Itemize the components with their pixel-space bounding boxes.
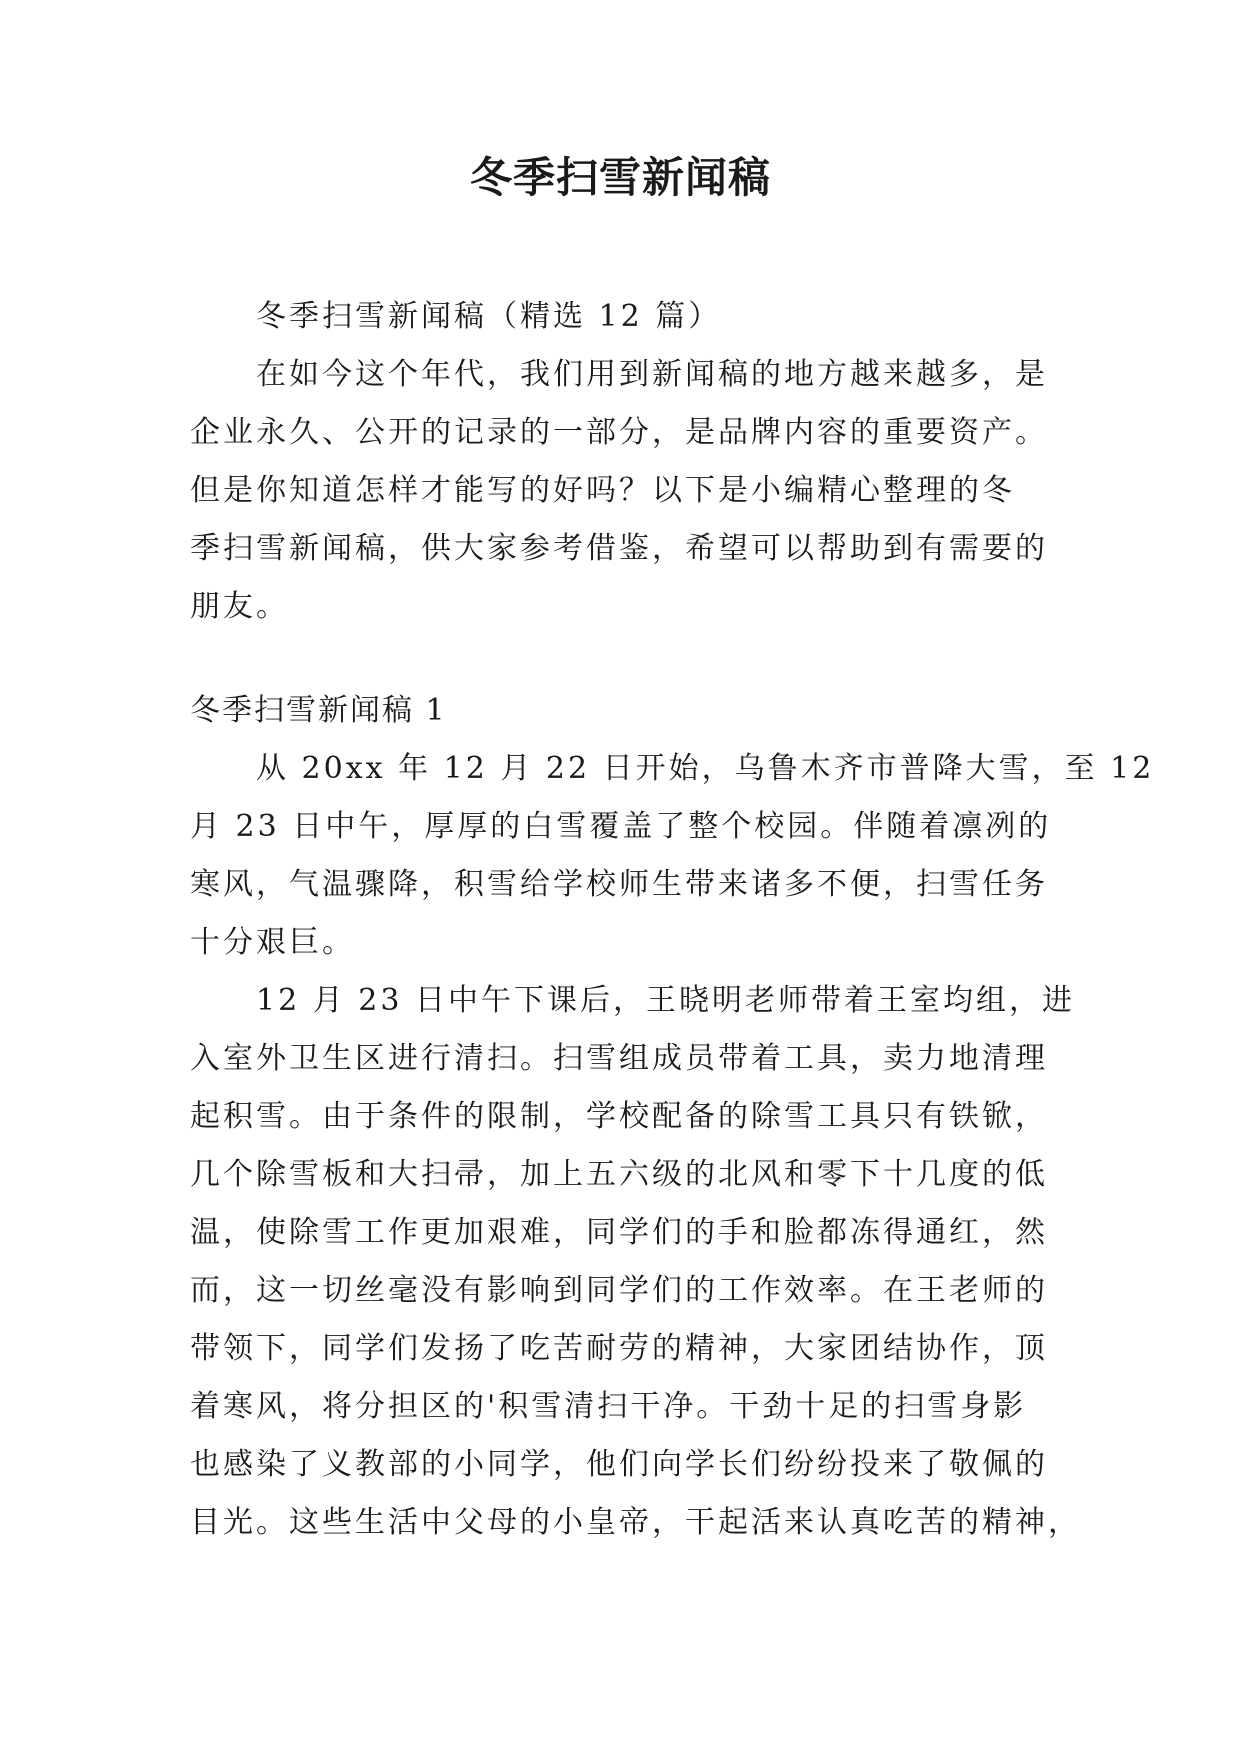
paragraph-line: 带领下，同学们发扬了吃苦耐劳的精神，大家团结协作，顶: [190, 1331, 1048, 1366]
paragraph-line: 从 20xx 年 12 月 22 日开始，乌鲁木齐市普降大雪，至 12: [256, 751, 1155, 786]
paragraph-line: 着寒风，将分担区的'积雪清扫干净。干劲十足的扫雪身影: [190, 1389, 1027, 1424]
paragraph-line: 寒风，气温骤降，积雪给学校师生带来诸多不便，扫雪任务: [190, 867, 1048, 902]
intro-paragraph: [190, 346, 1070, 636]
paragraph-line: 入室外卫生区进行清扫。扫雪组成员带着工具，卖力地清理: [190, 1041, 1048, 1076]
document-body: [190, 288, 1155, 1552]
paragraph-2: [190, 972, 1081, 1552]
paragraph-line: 而，这一切丝毫没有影响到同学们的工作效率。在王老师的: [190, 1273, 1048, 1308]
paragraph-line: 起积雪。由于条件的限制，学校配备的除雪工具只有铁锨，: [190, 1099, 1048, 1134]
document-title: 冬季扫雪新闻稿: [469, 153, 771, 202]
paragraph-line: 温，使除雪工作更加艰难，同学们的手和脸都冻得通红，然: [190, 1215, 1048, 1250]
intro-line: 但是你知道怎样才能写的好吗？以下是小编精心整理的冬: [190, 473, 1015, 508]
paragraph-line: 目光。这些生活中父母的小皇帝，干起活来认真吃苦的精神，: [190, 1505, 1081, 1540]
section-spacer: [190, 636, 1070, 682]
section-heading: 冬季扫雪新闻稿 1: [190, 693, 447, 728]
paragraph-line: 12 月 23 日中午下课后，王晓明老师带着王室均组，进: [256, 983, 1075, 1018]
intro-line: 企业永久、公开的记录的一部分，是品牌内容的重要资产。: [190, 415, 1048, 450]
paragraph-line: 几个除雪板和大扫帚，加上五六级的北风和零下十几度的低: [190, 1157, 1048, 1192]
paragraph-line: 月 23 日中午，厚厚的白雪覆盖了整个校园。伴随着凛冽的: [190, 809, 1052, 844]
collection-subtitle: 冬季扫雪新闻稿（精选 12 篇）: [256, 299, 722, 334]
paragraph-line: 也感染了义教部的小同学，他们向学长们纷纷投来了敬佩的: [190, 1447, 1048, 1482]
paragraph-1: [190, 740, 1155, 972]
intro-line: 朋友。: [190, 589, 289, 624]
paragraph-line: 十分艰巨。: [190, 925, 355, 960]
intro-line: 在如今这个年代，我们用到新闻稿的地方越来越多，是: [256, 357, 1048, 392]
intro-line: 季扫雪新闻稿，供大家参考借鉴，希望可以帮助到有需要的: [190, 531, 1048, 566]
